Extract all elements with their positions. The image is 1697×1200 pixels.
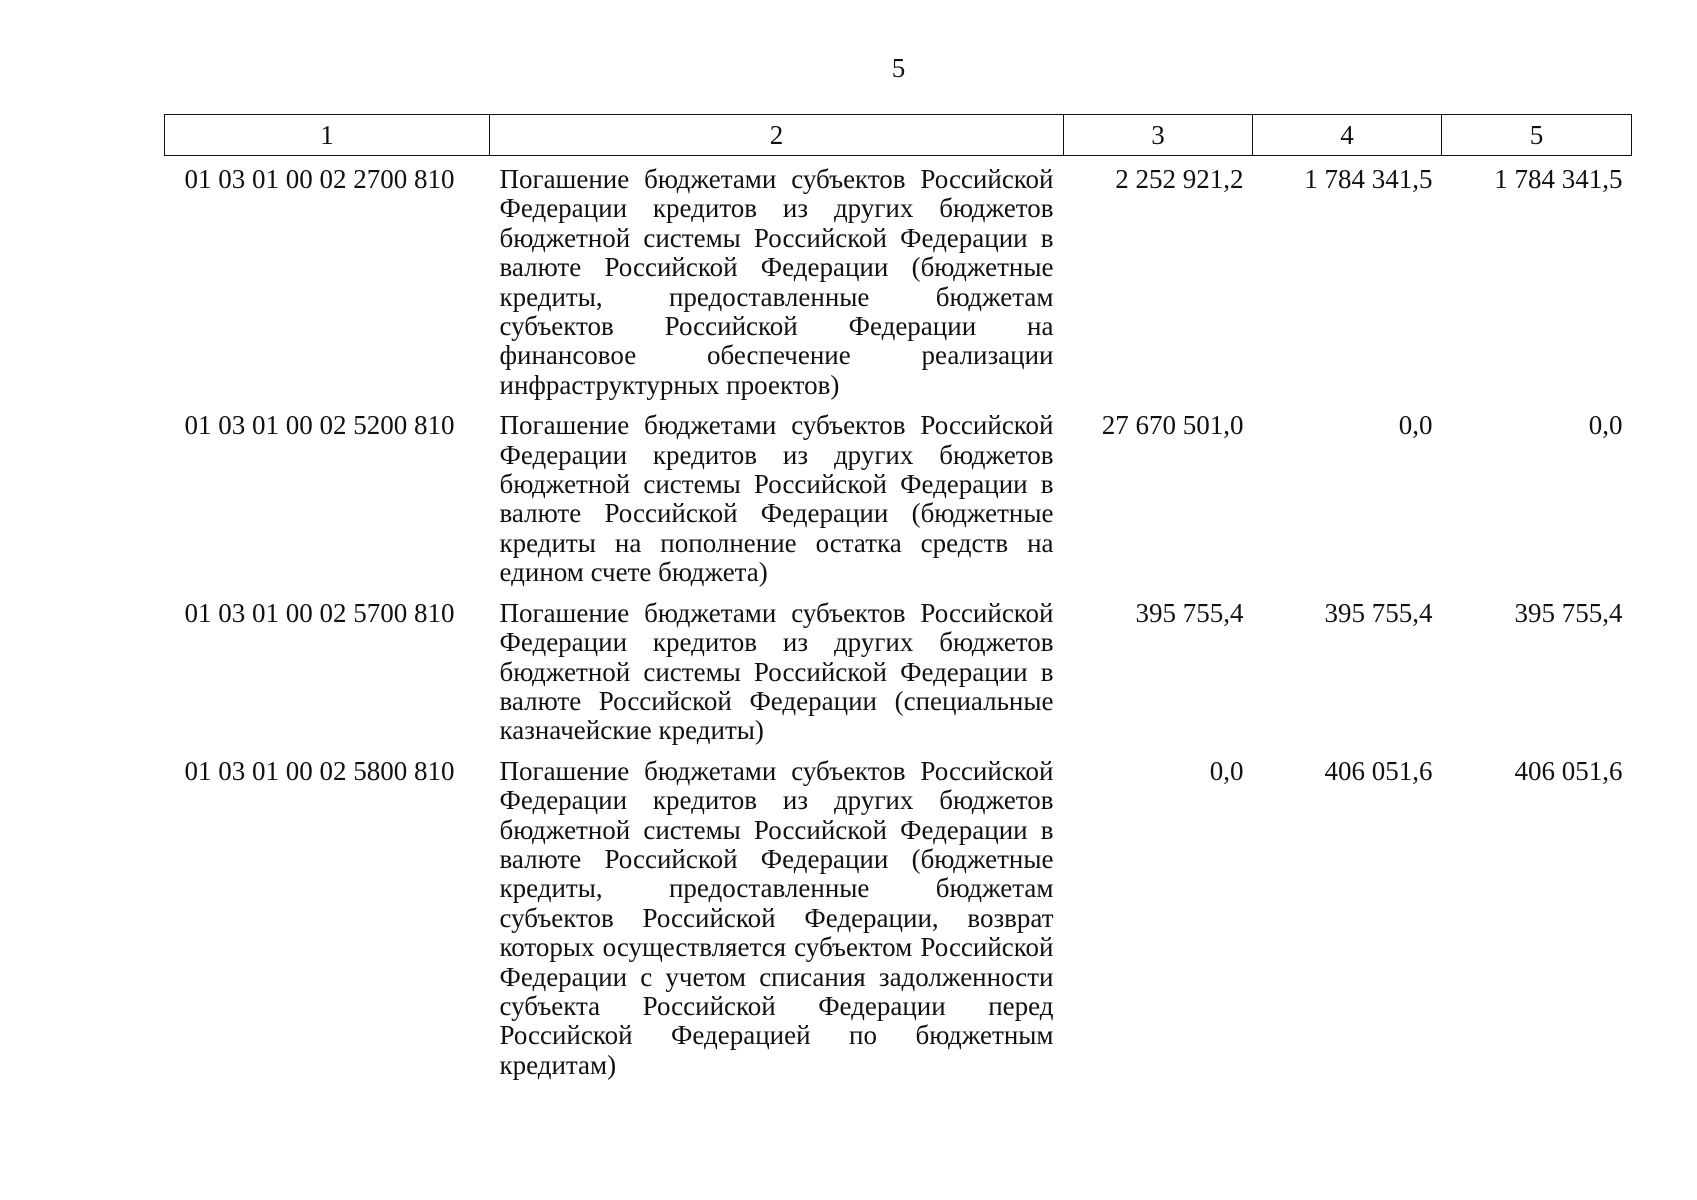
budget-code: 01 03 01 00 02 5700 810	[184, 597, 455, 628]
value-col-4: 395 755,4	[1324, 597, 1433, 628]
row-description: Погашение бюджетами субъектов Российской Федерации кредитов из других бюджетов бюджетной системы Российской Федерации в валюте Российской Федерации (специальные казначейские кредиты)	[499, 597, 1054, 746]
budget-code: 01 03 01 00 02 5200 810	[184, 410, 455, 441]
header-cell-4: 4	[1253, 115, 1442, 156]
value-col-5: 0,0	[1588, 410, 1623, 441]
value-col-4: 406 051,6	[1324, 755, 1433, 786]
header-cell-3: 3	[1064, 115, 1253, 156]
value-col-5: 395 755,4	[1514, 597, 1623, 628]
header-cell-2: 2	[490, 115, 1064, 156]
header-row	[165, 115, 1632, 156]
table-header	[165, 115, 1632, 156]
page-number: 5	[891, 53, 906, 83]
value-col-4: 1 784 341,5	[1304, 164, 1433, 194]
table-row	[165, 156, 1632, 405]
value-col-3: 2 252 921,2	[1115, 164, 1244, 194]
table-row	[165, 404, 1632, 591]
value-col-3: 0,0	[1209, 755, 1244, 786]
value-col-5: 1 784 341,5	[1494, 164, 1623, 194]
table-row	[165, 592, 1632, 750]
header-cell-5: 5	[1442, 115, 1632, 156]
table-body	[165, 156, 1632, 1085]
row-description: Погашение бюджетами субъектов Российской Федерации кредитов из других бюджетов бюджетной системы Российской Федерации в валюте Российской Федерации (бюджетные кредиты, предоставленные бюджетам субъектов Российской Федерации, возврат которых осуществляется субъектом Российской Федерации с учетом списания задолженности субъекта Российской Федерации перед Российской Федерацией по бюджетным кредитам)	[499, 755, 1054, 1080]
value-col-5: 406 051,6	[1514, 755, 1623, 786]
budget-code: 01 03 01 00 02 2700 810	[184, 164, 455, 194]
budget-table	[164, 114, 1632, 1084]
table-row	[165, 750, 1632, 1084]
header-cell-1: 1	[165, 115, 490, 156]
value-col-3: 27 670 501,0	[1101, 410, 1244, 441]
budget-code: 01 03 01 00 02 5800 810	[184, 755, 455, 786]
row-description: Погашение бюджетами субъектов Российской Федерации кредитов из других бюджетов бюджетной системы Российской Федерации в валюте Российской Федерации (бюджетные кредиты, предоставленные бюджетам субъектов Российской Федерации на финансовое обеспечение реализации инфраструктурных проектов)	[499, 164, 1054, 400]
value-col-3: 395 755,4	[1135, 597, 1244, 628]
value-col-4: 0,0	[1398, 410, 1433, 441]
row-description: Погашение бюджетами субъектов Российской Федерации кредитов из других бюджетов бюджетной системы Российской Федерации в валюте Российской Федерации (бюджетные кредиты на пополнение остатка средств на едином счете бюджета)	[499, 410, 1054, 588]
